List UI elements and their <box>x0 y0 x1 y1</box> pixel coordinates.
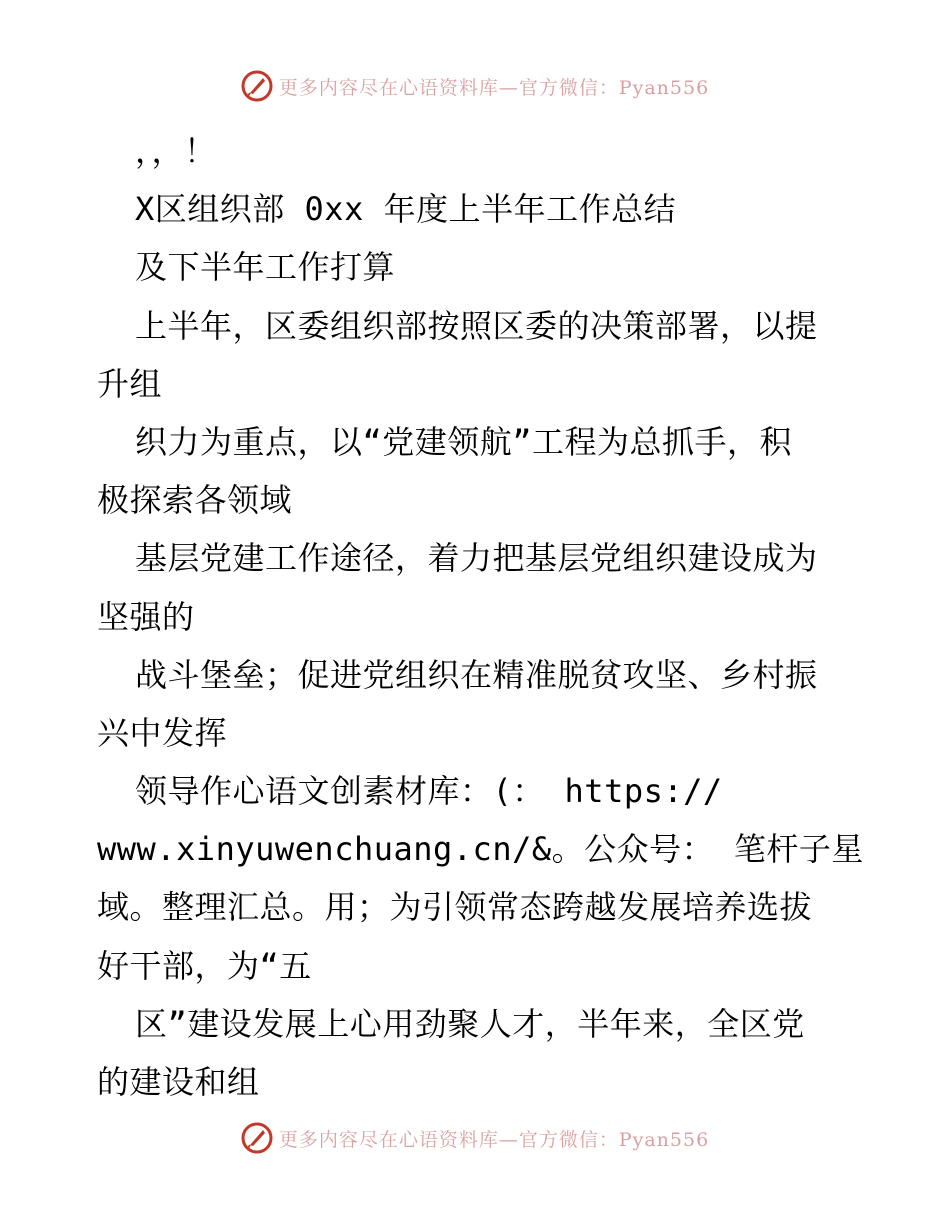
text-line: 上半年，区委组织部按照区委的决策部署，以提 <box>135 306 818 345</box>
text-line: 坚强的 <box>97 597 195 636</box>
document-title: X区组织部 0xx 年度上半年工作总结 <box>135 190 677 229</box>
text-line: www.xinyuwenchuang.cn/&。公众号： 笔杆子星 <box>97 830 864 869</box>
text-line: 的建设和组 <box>97 1063 260 1101</box>
header-banner-text: 更多内容尽在心语资料库—官方微信：Pyan556 <box>278 76 710 99</box>
text-line: 升组 <box>97 364 163 403</box>
text-line: 战斗堡垒；促进党组织在精准脱贫攻坚、乡村振 <box>135 655 818 694</box>
text-line: 好干部，为“五 <box>97 946 312 985</box>
text-line: ，，！ <box>135 132 217 170</box>
text-line: 领导作心语文创素材库：(： https:// <box>135 772 723 811</box>
text-line: 织力为重点，以“党建领航”工程为总抓手，积 <box>135 422 793 461</box>
document-subtitle: 及下半年工作打算 <box>135 248 396 287</box>
document-body <box>97 122 864 1111</box>
footer-banner <box>0 1122 950 1154</box>
text-line: 极探索各领域 <box>97 481 293 520</box>
footer-banner-text: 更多内容尽在心语资料库—官方微信：Pyan556 <box>278 1128 710 1151</box>
text-line: 区”建设发展上心用劲聚人才，半年来，全区党 <box>135 1004 805 1043</box>
quill-logo-icon <box>241 70 273 102</box>
quill-logo-icon <box>241 1122 273 1154</box>
text-line: 兴中发挥 <box>97 713 228 752</box>
text-line: 基层党建工作途径，着力把基层党组织建设成为 <box>135 539 818 578</box>
text-line: 域。整理汇总。用；为引领常态跨越发展培养选拔 <box>97 888 813 927</box>
header-banner <box>0 70 950 102</box>
